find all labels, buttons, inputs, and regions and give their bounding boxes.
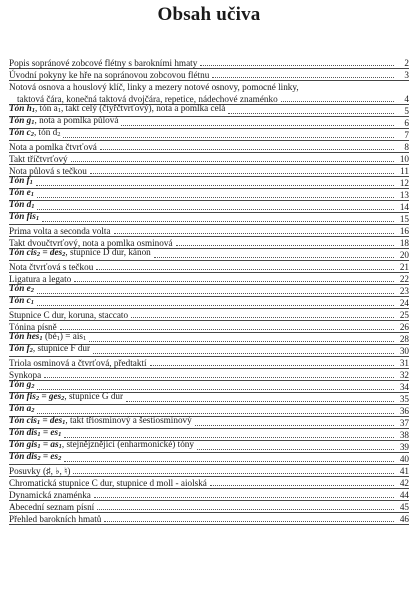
dot-leader: [74, 281, 394, 282]
toc-page-number: 14: [399, 202, 409, 212]
toc-page-number: 40: [399, 454, 409, 464]
toc-entry-title: Chromatická stupnice C dur, stupnice d moll - aiolská: [9, 478, 207, 488]
toc-page-number: 36: [399, 406, 409, 416]
toc-entry-title: Tón $a_2$: [9, 403, 35, 414]
toc-entry-title: Nota a pomlka čtvrťová: [9, 142, 97, 152]
dot-leader: [281, 101, 394, 102]
dot-leader: [97, 509, 394, 510]
toc-entry-title: Tón hes$_1$ $(bé_1) = ais_1$: [9, 331, 87, 342]
toc-entry-title: Dynamická znaménka: [9, 490, 91, 500]
dot-leader: [90, 173, 394, 174]
toc-page-number: 16: [399, 226, 409, 236]
toc-entry-title: Tón fis$_2$ = ges$_2$, stupnice G dur: [9, 391, 124, 402]
toc-entry-title: Posuvky (♯, ♭, ♮): [9, 466, 71, 476]
dot-leader: [197, 449, 394, 450]
toc-entry: [9, 477, 409, 489]
toc-entry: [9, 453, 409, 465]
toc-entry-title: Ligatura a legato: [9, 274, 72, 284]
toc-entry-title: Tón $g_2$: [9, 379, 35, 390]
toc-entry: [9, 153, 409, 165]
dot-leader: [212, 77, 394, 78]
toc-entry-title: Tón $gis_1 = as_1$, stejnějznějící (enharmonické) tóny: [9, 439, 194, 450]
dot-leader: [63, 137, 394, 138]
toc-entry: [9, 201, 409, 213]
toc-entry: [9, 273, 409, 285]
toc-page-number: 15: [399, 214, 409, 224]
toc-page-number: 23: [399, 286, 409, 296]
dot-leader: [44, 377, 394, 378]
toc-page-number: 5: [404, 106, 409, 116]
table-of-contents: [9, 57, 409, 525]
dot-leader: [37, 209, 394, 210]
toc-page-number: 7: [404, 130, 409, 140]
toc-entry: [9, 501, 409, 513]
toc-entry-title: Abecední seznam písní: [9, 502, 95, 512]
toc-entry-title: Úvodní pokyny ke hře na sopránovou zobcovou flétnu: [9, 70, 210, 80]
toc-entry: [9, 417, 409, 429]
toc-page-number: 31: [399, 358, 409, 368]
toc-entry-title: Tón $d_1$: [9, 199, 35, 210]
dot-leader: [200, 65, 394, 66]
dot-leader: [37, 305, 394, 306]
dot-leader: [126, 401, 394, 402]
toc-entry: [9, 165, 409, 177]
dot-leader: [36, 185, 394, 186]
toc-entry-title: Tónina písně: [9, 322, 57, 332]
page-title: Obsah učiva: [157, 4, 261, 25]
toc-page-number: 25: [399, 310, 409, 320]
toc-entry: [9, 345, 409, 357]
dot-leader: [210, 485, 394, 486]
toc-entry-title: Synkopa: [9, 370, 42, 380]
toc-entry-title: Přehled barokních hmatů: [9, 514, 102, 524]
toc-entry-title: Takt tříčtvrťový: [9, 154, 68, 164]
toc-entry-title: Tón cis$_1$ = des$_1$, takt tříosminový a šestiosminový: [9, 415, 192, 426]
toc-entry: [9, 369, 409, 381]
toc-page-number: 37: [399, 418, 409, 428]
toc-page-number: 2: [404, 58, 409, 68]
toc-page-number: 45: [399, 502, 409, 512]
toc-entry-title: Tón $g_1$, nota a pomlka půlová: [9, 115, 119, 126]
toc-entry: [9, 129, 409, 141]
toc-entry-title: Triola osminová a čtvrťová, předtaktí: [9, 358, 147, 368]
toc-entry-title: Stupnice C dur, koruna, staccato: [9, 310, 129, 320]
toc-page-number: 35: [399, 394, 409, 404]
dot-leader: [114, 233, 394, 234]
toc-entry-title: Prima volta a seconda volta: [9, 226, 111, 236]
toc-page-number: 12: [399, 178, 409, 188]
toc-entry-title: Tón $c_1$: [9, 295, 34, 306]
toc-page-number: 34: [399, 382, 409, 392]
toc-entry: [9, 69, 409, 81]
toc-entry-title: taktová čára, konečná taktová dvojčára, repetice, nádechové znaménko: [17, 94, 278, 104]
toc-entry: [9, 177, 409, 189]
toc-page-number: 8: [404, 142, 409, 152]
toc-entry: [9, 285, 409, 297]
dot-leader: [100, 149, 394, 150]
toc-entry-title: Tón fis$_1$: [9, 211, 40, 222]
toc-entry: [9, 261, 409, 273]
toc-page-number: 32: [399, 370, 409, 380]
toc-entry-title: Tón $f_2$, stupnice F dur: [9, 343, 91, 354]
toc-page-number: 44: [399, 490, 409, 500]
dot-leader: [73, 473, 394, 474]
dot-leader: [93, 353, 394, 354]
dot-leader: [89, 341, 394, 342]
dot-leader: [94, 497, 394, 498]
toc-page-number: 30: [399, 346, 409, 356]
toc-page-number: 13: [399, 190, 409, 200]
toc-page-number: 26: [399, 322, 409, 332]
toc-entry-title: Nota čtvrťová s tečkou: [9, 262, 94, 272]
dot-leader: [150, 365, 394, 366]
toc-page-number: 11: [400, 166, 409, 176]
toc-entry: [9, 309, 409, 321]
dot-leader: [60, 329, 394, 330]
toc-entry: [9, 213, 409, 225]
toc-entry-title: Tón $e_1$: [9, 187, 34, 198]
dot-leader: [64, 461, 394, 462]
row-divider: [9, 524, 409, 525]
toc-entry: [9, 441, 409, 453]
dot-leader: [154, 257, 394, 258]
toc-entry: [9, 393, 409, 405]
toc-entry-title: Tón $e_2$: [9, 283, 34, 294]
dot-leader: [96, 269, 394, 270]
toc-page-number: 10: [399, 154, 409, 164]
toc-page-number: 46: [399, 514, 409, 524]
toc-entry: [9, 57, 409, 69]
toc-entry: [9, 357, 409, 369]
dot-leader: [42, 221, 394, 222]
toc-entry: [9, 249, 409, 261]
toc-page-number: 28: [399, 334, 409, 344]
toc-entry: [9, 141, 409, 153]
toc-page-number: 24: [399, 298, 409, 308]
toc-entry: [9, 465, 409, 477]
dot-leader: [195, 425, 394, 426]
dot-leader: [37, 197, 394, 198]
toc-page-number: 39: [399, 442, 409, 452]
toc-entry-title: Nota půlová s tečkou: [9, 166, 87, 176]
toc-page-number: 21: [399, 262, 409, 272]
toc-entry: [9, 117, 409, 129]
toc-entry-title: Tón $dis_1 = es_1$: [9, 427, 62, 438]
toc-entry-title: Tón $dis_2 = es_2$: [9, 451, 62, 462]
toc-entry-title: Tón cis$_2$ = des$_2$, stupnice D dur, kánon: [9, 247, 151, 258]
dot-leader: [131, 317, 394, 318]
toc-entry: [9, 189, 409, 201]
toc-entry-title: Takt dvoučtvrťový, nota a pomlka osminová: [9, 238, 173, 248]
toc-page-number: 22: [399, 274, 409, 284]
toc-page-number: 4: [404, 94, 409, 104]
toc-entry-title: Tón $c_2$, tón $d_2$: [9, 127, 61, 138]
toc-entry: [9, 489, 409, 501]
dot-leader: [104, 521, 394, 522]
toc-entry: [9, 225, 409, 237]
toc-page-number: 20: [399, 250, 409, 260]
dot-leader: [176, 245, 394, 246]
toc-page-number: 6: [404, 118, 409, 128]
toc-entry-title: Tón $f_1$: [9, 175, 33, 186]
toc-entry: [9, 297, 409, 309]
toc-page-number: 38: [399, 430, 409, 440]
toc-entry: [9, 513, 409, 525]
toc-page-number: 3: [404, 70, 409, 80]
toc-page-number: 41: [399, 466, 409, 476]
toc-entry-title: Notová osnova a houslový klíč, linky a mezery notové osnovy, pomocné linky,: [9, 82, 299, 92]
toc-entry-title: Tón $h_1$, tón $a_1$, takt celý (čtyřčtvrťový), nota a pomlka celá: [9, 103, 226, 114]
toc-page-number: 42: [399, 478, 409, 488]
dot-leader: [71, 161, 394, 162]
toc-entry-title: Popis sopránové zobcové flétny s barokními hmaty: [9, 58, 198, 68]
dot-leader: [37, 293, 394, 294]
dot-leader: [121, 125, 394, 126]
dot-leader: [228, 113, 394, 114]
toc-page-number: 18: [399, 238, 409, 248]
